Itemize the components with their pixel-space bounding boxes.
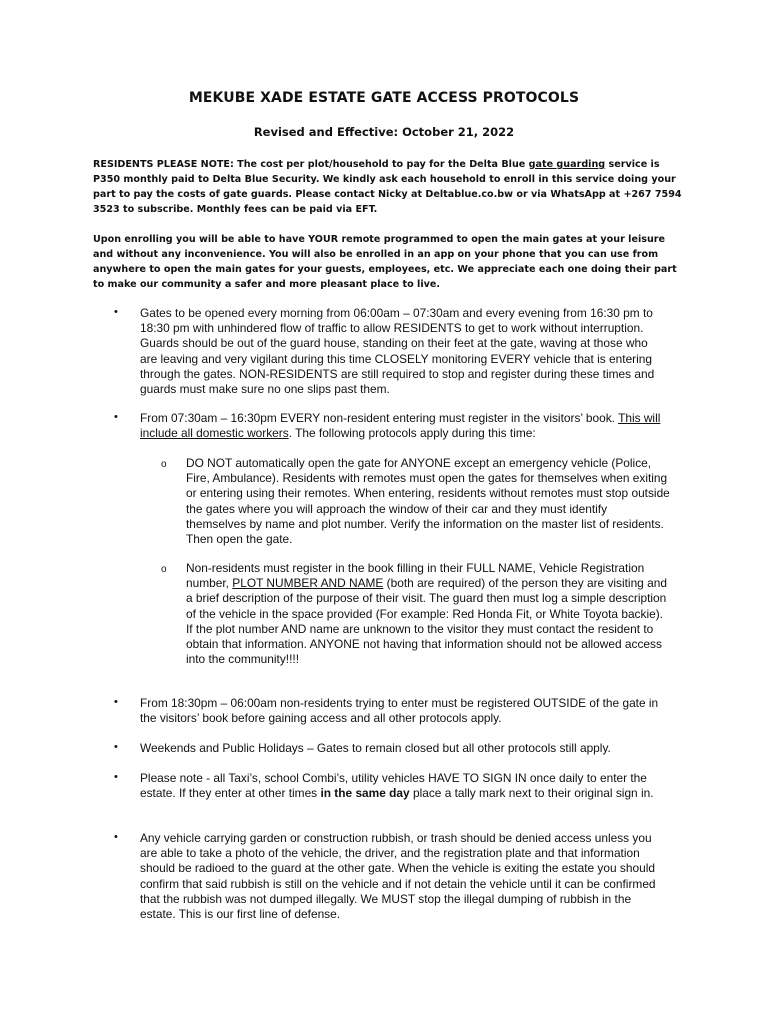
bullet-item-night-registration <box>114 696 666 726</box>
bullet-icon: • <box>114 771 118 783</box>
sub-item-do-not-open <box>161 456 670 547</box>
sub-item-text-2: (both are required) of the person they are visiting and a brief description of the purpose of their visit. The guard then must log a simple description of the vehicle in the space provided (For example: Red Honda Fit, or White Toyota backie). If the plot number AND name are unknown to the visitor they must contact the resident to obtain that information. ANYONE not having that information should not be allowed access into the community!!!! <box>186 576 667 667</box>
document-title: MEKUBE XADE ESTATE GATE ACCESS PROTOCOLS <box>188 90 580 106</box>
bullet-item-taxis-sign-in <box>114 771 666 801</box>
bullet-text-1: From 07:30am – 16:30pm EVERY non-resident entering must register in the visitors’ book. <box>140 411 619 425</box>
bullet-item-gate-hours <box>114 306 666 397</box>
enrollment-paragraph: Upon enrolling you will be able to have YOUR remote programmed to open the main gates at your leisure and without any inconvenience. You will also be enrolled in an app on your phone that you can use from anywhere to open the main gates for your guests, employees, etc. We appreciate each one doing their part to make our community a safer and more pleasant place to live. <box>93 234 677 290</box>
bullet-item-rubbish-vehicles <box>114 831 666 922</box>
bullet-item-daytime-registration <box>114 411 666 441</box>
document-subtitle: Revised and Effective: October 21, 2022 <box>253 125 515 139</box>
bullet-text-underlined: This will include all domestic workers <box>140 411 661 441</box>
sub-item-text-underlined: PLOT NUMBER AND NAME <box>232 576 384 591</box>
residents-note-text-1: RESIDENTS PLEASE NOTE: The cost per plot/household to pay for the Delta Blue <box>93 159 529 170</box>
bullet-icon: • <box>114 306 118 318</box>
bullet-text-2: place a tally mark next to their original sign in. <box>409 786 654 801</box>
sub-item-non-residents-register <box>161 561 670 667</box>
residents-note-paragraph <box>93 157 683 217</box>
sub-bullet-icon: o <box>161 459 167 470</box>
bullet-text: Weekends and Public Holidays – Gates to remain closed but all other protocols still apply. <box>140 741 611 755</box>
bullet-icon: • <box>114 741 118 753</box>
residents-note-underlined: gate guarding <box>528 159 606 170</box>
bullet-text: From 18:30pm – 06:00am non-residents trying to enter must be registered OUTSIDE of the gate in the visitors’ book before gaining access and all other protocols apply. <box>140 696 659 726</box>
bullet-icon: • <box>114 831 118 843</box>
sub-item-text: DO NOT automatically open the gate for ANYONE except an emergency vehicle (Police, Fire, Ambulance). Residents with remotes must open the gates for themselves when exiting or entering using their remotes. When entering, residents without remotes must stop outside the gates where you will approach the window of their car and they must identify themselves by name and plot number. Verify the information on the master list of residents. Then open the gate. <box>186 456 670 547</box>
bullet-text-1: Please note - all Taxi’s, school Combi’s, utility vehicles HAVE TO SIGN IN once daily to enter the estate. If they enter at other times <box>140 771 647 801</box>
sub-item-text-1: Non-residents must register in the book filling in their FULL NAME, Vehicle Registration number, <box>186 561 645 591</box>
bullet-text-2: . The following protocols apply during this time: <box>288 426 536 441</box>
bullet-text: Gates to be opened every morning from 06:00am – 07:30am and every evening from 16:30 pm to 18:30 pm with unhindered flow of traffic to allow RESIDENTS to get to work without interruption. Guards should be out of the guard house, standing on their feet at the gate, waving at those who are leaving and very vigilant during this time CLOSELY monitoring EVERY vehicle that is entering through the gates. NON-RESIDENTS are still required to stop and register during these times and guards must make sure no one slips past them. <box>140 306 655 397</box>
bullet-text-bold: in the same day <box>320 786 410 801</box>
bullet-text: Any vehicle carrying garden or construction rubbish, or trash should be denied access unless you are able to take a photo of the vehicle, the driver, and the registration plate and that information should be radioed to the guard at the other gate. When the vehicle is exiting the estate you should confirm that said rubbish is still on the vehicle and if not detain the vehicle until it can be confirmed that the rubbish was not dumped illegally. We MUST stop the illegal dumping of rubbish in the estate. This is our first line of defense. <box>140 831 656 922</box>
bullet-icon: • <box>114 411 118 423</box>
bullet-icon: • <box>114 696 118 708</box>
sub-bullet-icon: o <box>161 564 167 575</box>
bullet-item-weekends-holidays <box>114 741 666 756</box>
residents-note-text-2: service is P350 monthly paid to Delta Blue Security. We kindly ask each household to enroll in this service doing your part to pay the costs of gate guards. Please contact Nicky at Deltablue.co.bw or via WhatsApp at +267 7594 3523 to subscribe. Monthly fees can be paid via EFT. <box>93 159 682 215</box>
